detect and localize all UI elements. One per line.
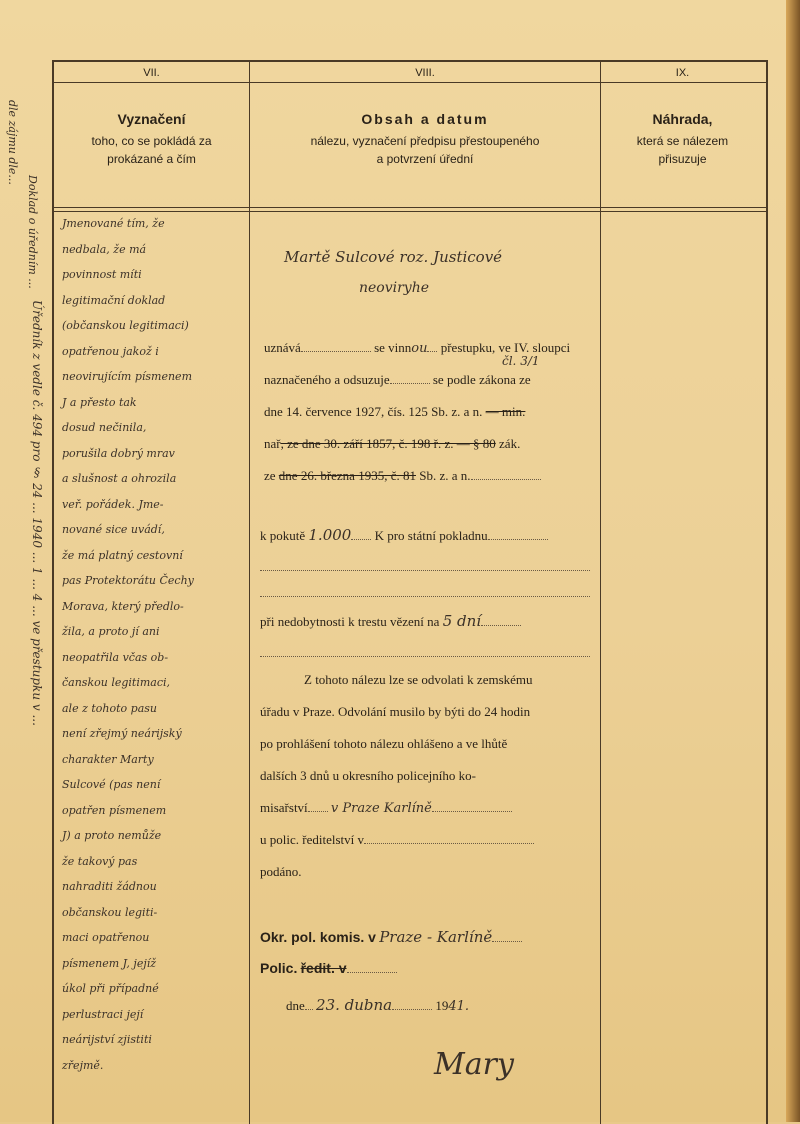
col7-line: porušila dobrý mrav [62,446,175,460]
col7-line: opatřenou jakož i [62,344,159,358]
col7-number: VII. [143,67,160,79]
col7-line: dosud nečinila, [62,421,147,434]
odvolani-line-1: Z tohoto nálezu lze se odvolati k zemskému [304,672,533,687]
pokuta-label-b: K pro státní pokladnu [374,528,488,543]
col7-line: Morava, který předlo- [62,599,184,613]
naznaceneho-label: naznačeného a odsuzuje [264,372,390,387]
polic-reditelstvi-line [260,832,534,848]
name-line-2: neoviryhe [359,280,430,296]
redit-struck: ředit. v [300,960,347,976]
blank-line-1 [260,570,590,571]
name-line-1: Martě Sulcové roz. Justicové [284,248,503,266]
odvolani-line-3: po prohlášení tohoto nálezu ohlášeno a ve lhůtě [260,736,508,751]
col7-line: (občanskou legitimaci) [62,319,189,332]
col7-line: Sulcové (pas není [62,778,161,791]
col7-line: pas Protektorátu Čechy [62,574,194,587]
col7-line: není zřejmý neárijský [62,727,182,740]
podano: podáno. [260,864,302,879]
nar-line [264,436,520,452]
col7-line: a slušnost a ohrozila [62,472,177,485]
pokuta-line [260,526,548,544]
ze-label: ze [264,468,276,483]
form-table [52,60,768,1124]
odvolani-line-2: úřadu v Praze. Odvolání musilo by býti do 24 hodin [260,704,531,719]
col7-line: zřejmě. [62,1058,104,1072]
polic-reditelstvi-label: u polic. ředitelství v [260,832,364,847]
col7-line: úkol při případné [62,982,159,995]
min-struck: — min. [485,404,526,419]
okr-label: Okr. pol. komis. v [260,929,376,945]
col8-sub-2: a potvrzení úřední [376,152,474,166]
col7-line: charakter Marty [62,752,154,766]
col8-number: VIII. [415,67,435,79]
col8-title: Obsah a datum [361,111,489,127]
col7-header [54,110,249,168]
margin-note-3: Úředník z vedle č. 494 pro § 24 ... 1940 ... 1 ... 4 ... ve přestupku v ... [30,300,44,726]
col7-line: nedbala, že má [62,242,147,256]
col7-line: maci opatřenou [62,931,150,944]
date-line [286,996,469,1014]
nar-struck: , ze dne 30. září 1857, č. 198 ř. z. — § 80 [280,436,496,451]
odvolani-line-4: dalších 3 dnů u okresního policejního ko- [260,768,476,783]
col7-line: čanskou legitimaci, [62,676,171,689]
zakona-label: zákona ze [479,372,531,387]
col7-line: legitimační doklad [62,293,166,307]
margin-note-2: Doklad o úředním ... [26,175,39,289]
date-fill: 23. dubna [316,996,393,1014]
col8-header [250,110,600,168]
header-rule-double [54,211,766,212]
vezeni-fill: 5 dní [442,612,482,630]
blank-line-3 [260,656,590,657]
zak-label: zák. [499,436,521,451]
polic-redit-line [260,960,397,977]
col7-line: občanskou legiti- [62,905,158,919]
blank-line-2 [260,596,590,597]
col7-line: veř. pořádek. Jme- [62,497,164,511]
pokuta-label: k pokutě [260,528,306,543]
column-divider-2 [600,62,601,1124]
margin-note-1: dle zájmu dle... [6,100,19,185]
zakona-fill: čl. 3/1 [502,354,540,368]
col7-line: žila, a proto jí ani [62,625,160,638]
col7-line: že takový pas [62,854,138,868]
se-podle-label: se podle [432,372,476,387]
pokuta-fill: 1.000 [308,526,352,544]
header-rule-bottom [54,207,766,208]
header-rule-top [54,82,766,83]
signature: Mary [434,1047,514,1082]
col7-line: povinnost míti [62,268,142,281]
vezeni-label: při nedobytnosti k trestu vězení na [260,614,440,629]
col9-number: IX. [675,67,690,79]
column-divider-1 [249,62,250,1124]
col7-line: že má platný cestovní [62,548,183,562]
okr-komis-line [260,928,522,946]
col7-line: ale z tohoto pasu [62,701,157,715]
prestupku-label: přestupku, ve IV. sloupci [440,340,571,355]
col8-sub-1: nálezu, vyznačení předpisu přestoupeného [310,134,540,148]
col7-line: J a přesto tak [62,395,137,409]
ze-struck: dne 26. března 1935, č. 81 [278,468,416,483]
year-fill: 41. [448,999,470,1014]
col7-line: Jmenované tím, že [62,217,165,230]
uznava-label: uznává [264,340,301,355]
vinn-label: se vinn [374,340,412,355]
ze-line [264,468,541,484]
naznaceneho-line [264,372,531,388]
year-prefix: 19 [435,998,449,1013]
page-edge [786,0,800,1122]
dne-law-line [264,404,525,420]
col9-title: Náhrada, [652,111,713,127]
col9-header [601,110,764,168]
col7-sub-2: prokázané a čím [107,152,196,166]
col7-line: neárijství zjistiti [62,1033,152,1046]
vezeni-line [260,612,521,630]
col7-sub-1: toho, co se pokládá za [91,134,212,148]
komisarstvi-label: misařství [260,800,308,815]
col7-line: neovirujícím písmenem [62,370,192,383]
komisarstvi-fill: v Praze Karlíně [330,801,432,816]
col7-line: nahraditi žádnou [62,880,157,893]
dne-law-text: dne 14. července 1927, čís. 125 Sb. z. a n. [264,404,483,419]
col7-line: perlustraci její [62,1007,144,1021]
col9-sub-2: přisuzuje [658,152,707,166]
ze-sb: Sb. z. a n. [419,468,471,483]
dne-label: dne [286,998,305,1013]
okr-fill: Praze - Karlíně [379,928,493,946]
col7-line: písmenem J, jejíž [62,956,157,970]
col7-line: neopatřila včas ob- [62,650,169,664]
komisarstvi-line [260,800,512,816]
col7-line: opatřen písmenem [62,803,167,817]
col7-line: J) a proto nemůže [62,829,162,842]
col7-title: Vyznačení [117,111,186,127]
col9-sub-1: která se nálezem [636,134,729,148]
nar-label: nař [264,436,281,451]
vinn-fill: ou [411,341,428,356]
polic-label: Polic. [260,960,298,976]
col7-line: nované sice uvádí, [62,523,165,536]
